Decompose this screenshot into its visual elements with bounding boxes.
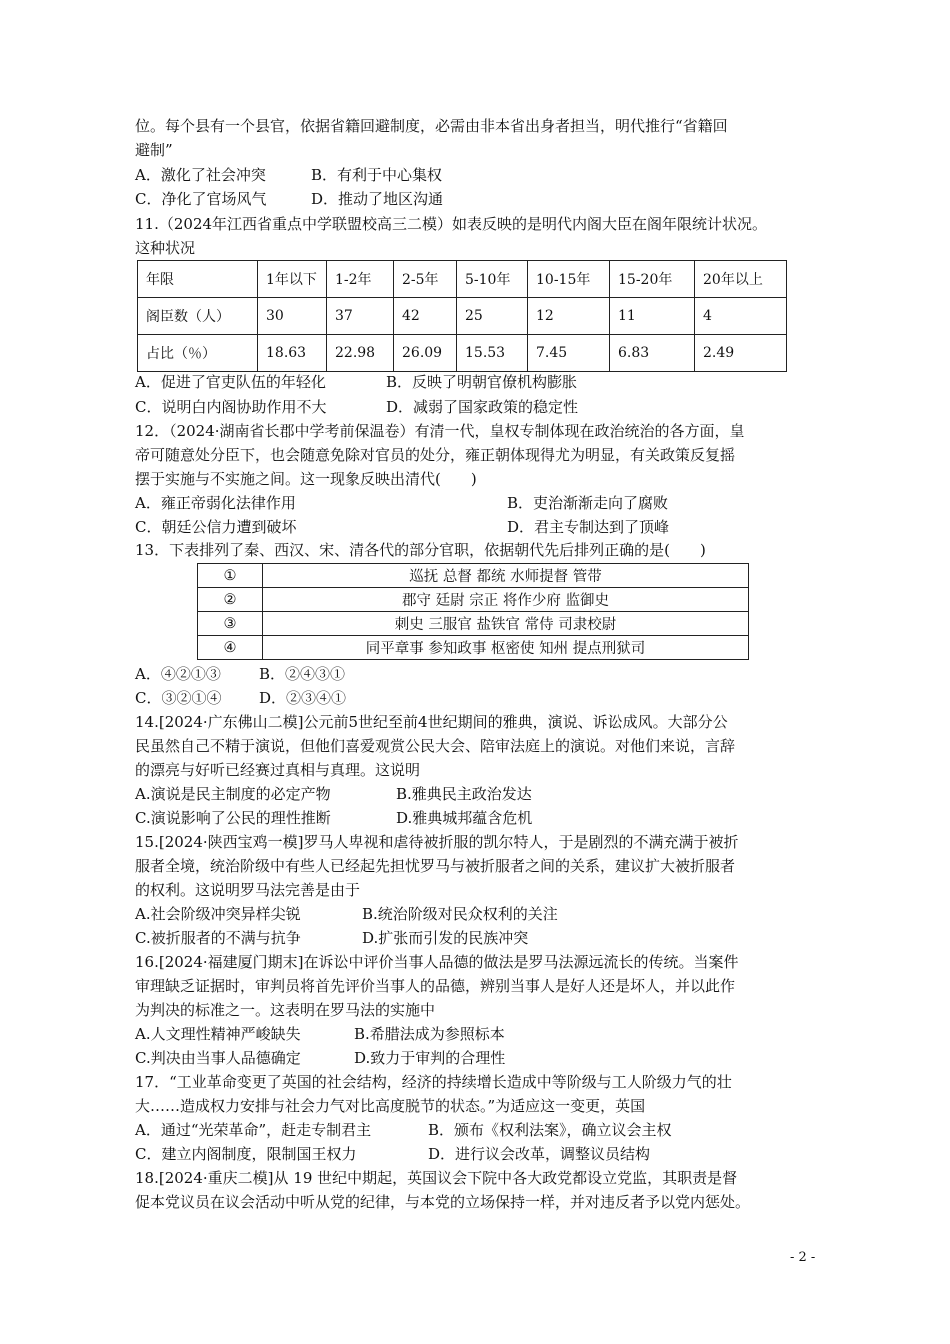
q17-stem-line-1: 17．“工业革命变更了英国的社会结构，经济的持续增长造成中等阶级与工人阶级力气的壮 (135, 1073, 732, 1091)
q13-official-titles-table (197, 563, 749, 660)
table-cell: 郡守 廷尉 宗正 将作少府 监御史 (263, 588, 749, 612)
table-row (198, 636, 749, 660)
table-cell: 1年以下 (258, 261, 327, 298)
table-cell: 5-10年 (457, 261, 528, 298)
table-cell: 1-2年 (327, 261, 394, 298)
q18-stem-line-1: 18.[2024·重庆二模]从 19 世纪中期起，英国议会下院中各大政党都设立党监，其职责是督 (135, 1169, 738, 1187)
q14-stem-line-3: 的漂亮与好听已经赛过真相与真理。这说明 (135, 761, 421, 779)
table-cell: 30 (258, 298, 327, 335)
table-cell: 25 (457, 298, 528, 335)
table-cell: ④ (198, 636, 263, 660)
q12-option-b: B．吏治渐渐走向了腐败 (507, 494, 669, 512)
q15-stem-line-3: 的权利。这说明罗马法完善是由于 (135, 881, 361, 899)
table-cell: 年限 (138, 261, 258, 298)
table-cell: ② (198, 588, 263, 612)
table-cell: 22.98 (327, 335, 394, 372)
q15-stem-line-1: 15.[2024·陕西宝鸡一模]罗马人卑视和虐待被折服的凯尔特人，于是剧烈的不满充满于被折 (135, 833, 739, 851)
q13-option-a: A．④②①③ (135, 665, 221, 683)
table-cell: 42 (394, 298, 457, 335)
q14-option-d: D.雅典城邦蕴含危机 (396, 809, 533, 827)
table-cell: 同平章事 参知政事 枢密使 知州 提点刑狱司 (263, 636, 749, 660)
q14-option-b: B.雅典民主政治发达 (396, 785, 532, 803)
q16-stem-line-2: 审理缺乏证据时，审判员将首先评价当事人的品德，辨别当事人是好人还是坏人，并以此作 (135, 977, 736, 995)
q14-stem-line-2: 民虽然自己不精于演说，但他们喜爱观赏公民大会、陪审法庭上的演说。对他们来说，言辞 (135, 737, 736, 755)
q12-stem-line-2: 帝可随意处分臣下，也会随意免除对官员的处分，雍正朝体现得尤为明显，有关政策反复摇 (135, 446, 736, 464)
table-cell: 11 (610, 298, 695, 335)
q12-option-d: D．君主专制达到了顶峰 (507, 518, 670, 536)
q11-option-a: A．促进了官吏队伍的年轻化 (135, 373, 326, 391)
q17-option-a: A．通过“光荣革命”，赶走专制君主 (135, 1121, 372, 1139)
q11-stats-table (137, 260, 787, 372)
q15-option-b: B.统治阶级对民众权利的关注 (362, 905, 558, 923)
table-row (198, 588, 749, 612)
q17-option-c: C．建立内阁制度，限制国王权力 (135, 1145, 357, 1163)
q13-option-d: D．②③④① (259, 689, 347, 707)
q15-option-a: A.社会阶级冲突异样尖锐 (135, 905, 301, 923)
q14-option-c: C.演说影响了公民的理性推断 (135, 809, 331, 827)
table-cell: 7.45 (528, 335, 610, 372)
q16-stem-line-1: 16.[2024·福建厦门期末]在诉讼中评价当事人品德的做法是罗马法源远流长的传统。当案件 (135, 953, 739, 971)
q12-option-a: A．雍正帝弱化法律作用 (135, 494, 296, 512)
q11-option-d: D．减弱了国家政策的稳定性 (386, 398, 579, 416)
table-row (198, 564, 749, 588)
q12-option-c: C．朝廷公信力遭到破坏 (135, 518, 297, 536)
table-cell: 阁臣数（人） (138, 298, 258, 335)
q11-option-b: B．反映了明朝官僚机构膨胀 (386, 373, 578, 391)
q13-option-b: B．②④③① (259, 665, 346, 683)
q15-option-c: C.被折服者的不满与抗争 (135, 929, 301, 947)
q17-stem-line-2: 大……造成权力安排与社会力气对比高度脱节的状态。”为适应这一变更，英国 (135, 1097, 646, 1115)
q12-stem-line-1: 12．（2024·湖南省长郡中学考前保温卷）有清一代，皇权专制体现在政治统治的各方面，皇 (135, 422, 745, 440)
table-cell: 26.09 (394, 335, 457, 372)
q10-option-c: C．净化了官场风气 (135, 190, 267, 208)
q10-option-d: D．推动了地区沟通 (311, 190, 444, 208)
table-cell: 占比（％） (138, 335, 258, 372)
q17-option-b: B．颁布《权利法案》，确立议会主权 (428, 1121, 672, 1139)
q16-option-d: D.致力于审判的合理性 (354, 1049, 506, 1067)
table-row (138, 261, 787, 298)
q14-option-a: A.演说是民主制度的必定产物 (135, 785, 331, 803)
table-cell: 15-20年 (610, 261, 695, 298)
q17-option-d: D．进行议会改革，调整议员结构 (428, 1145, 651, 1163)
q11-stem-line-1: 11.（2024年江西省重点中学联盟校高三二模）如表反映的是明代内阁大臣在阁年限统计状况。 (135, 215, 768, 233)
table-row (138, 335, 787, 372)
q15-option-d: D.扩张而引发的民族冲突 (362, 929, 529, 947)
table-cell: 4 (695, 298, 787, 335)
q16-option-c: C.判决由当事人品德确定 (135, 1049, 301, 1067)
table-cell: 刺史 三服官 盐铁官 常侍 司隶校尉 (263, 612, 749, 636)
q18-stem-line-2: 促本党议员在议会活动中听从党的纪律，与本党的立场保持一样，并对违反者予以党内惩处。 (135, 1193, 751, 1211)
q10-option-a: A．激化了社会冲突 (135, 166, 266, 184)
table-cell: 巡抚 总督 都统 水师提督 管带 (263, 564, 749, 588)
table-cell: ① (198, 564, 263, 588)
table-row (198, 612, 749, 636)
table-cell: 20年以上 (695, 261, 787, 298)
q12-stem-line-3: 摆于实施与不实施之间。这一现象反映出清代( ) (135, 470, 477, 488)
table-cell: 18.63 (258, 335, 327, 372)
q16-stem-line-3: 为判决的标准之一。这表明在罗马法的实施中 (135, 1001, 436, 1019)
table-cell: 12 (528, 298, 610, 335)
q15-stem-line-2: 服者全境，统治阶级中有些人已经起先担忧罗马与被折服者之间的关系，建议扩大被折服者 (135, 857, 736, 875)
q10-text-line-1: 位。每个县有一个县官，依据省籍回避制度，必需由非本省出身者担当，明代推行“省籍回 (135, 117, 728, 135)
table-cell: 2.49 (695, 335, 787, 372)
q13-option-c: C．③②①④ (135, 689, 222, 707)
q16-option-b: B.希腊法成为参照标本 (354, 1025, 505, 1043)
table-cell: 37 (327, 298, 394, 335)
q10-option-b: B．有利于中心集权 (311, 166, 443, 184)
q13-stem: 13．下表排列了秦、西汉、宋、清各代的部分官职，依据朝代先后排列正确的是( ) (135, 541, 706, 559)
table-cell: ③ (198, 612, 263, 636)
table-cell: 6.83 (610, 335, 695, 372)
table-row (138, 298, 787, 335)
q14-stem-line-1: 14.[2024·广东佛山二模]公元前5世纪至前4世纪期间的雅典，演说、诉讼成风。大部分公 (135, 713, 728, 731)
q10-text-line-2: 避制” (135, 141, 173, 159)
q16-option-a: A.人文理性精神严峻缺失 (135, 1025, 301, 1043)
table-cell: 2-5年 (394, 261, 457, 298)
q11-option-c: C．说明白内阁协助作用不大 (135, 398, 327, 416)
table-cell: 15.53 (457, 335, 528, 372)
q11-stem-line-2: 这种状况 (135, 239, 196, 257)
table-cell: 10-15年 (528, 261, 610, 298)
page-number: - 2 - (790, 1250, 816, 1265)
